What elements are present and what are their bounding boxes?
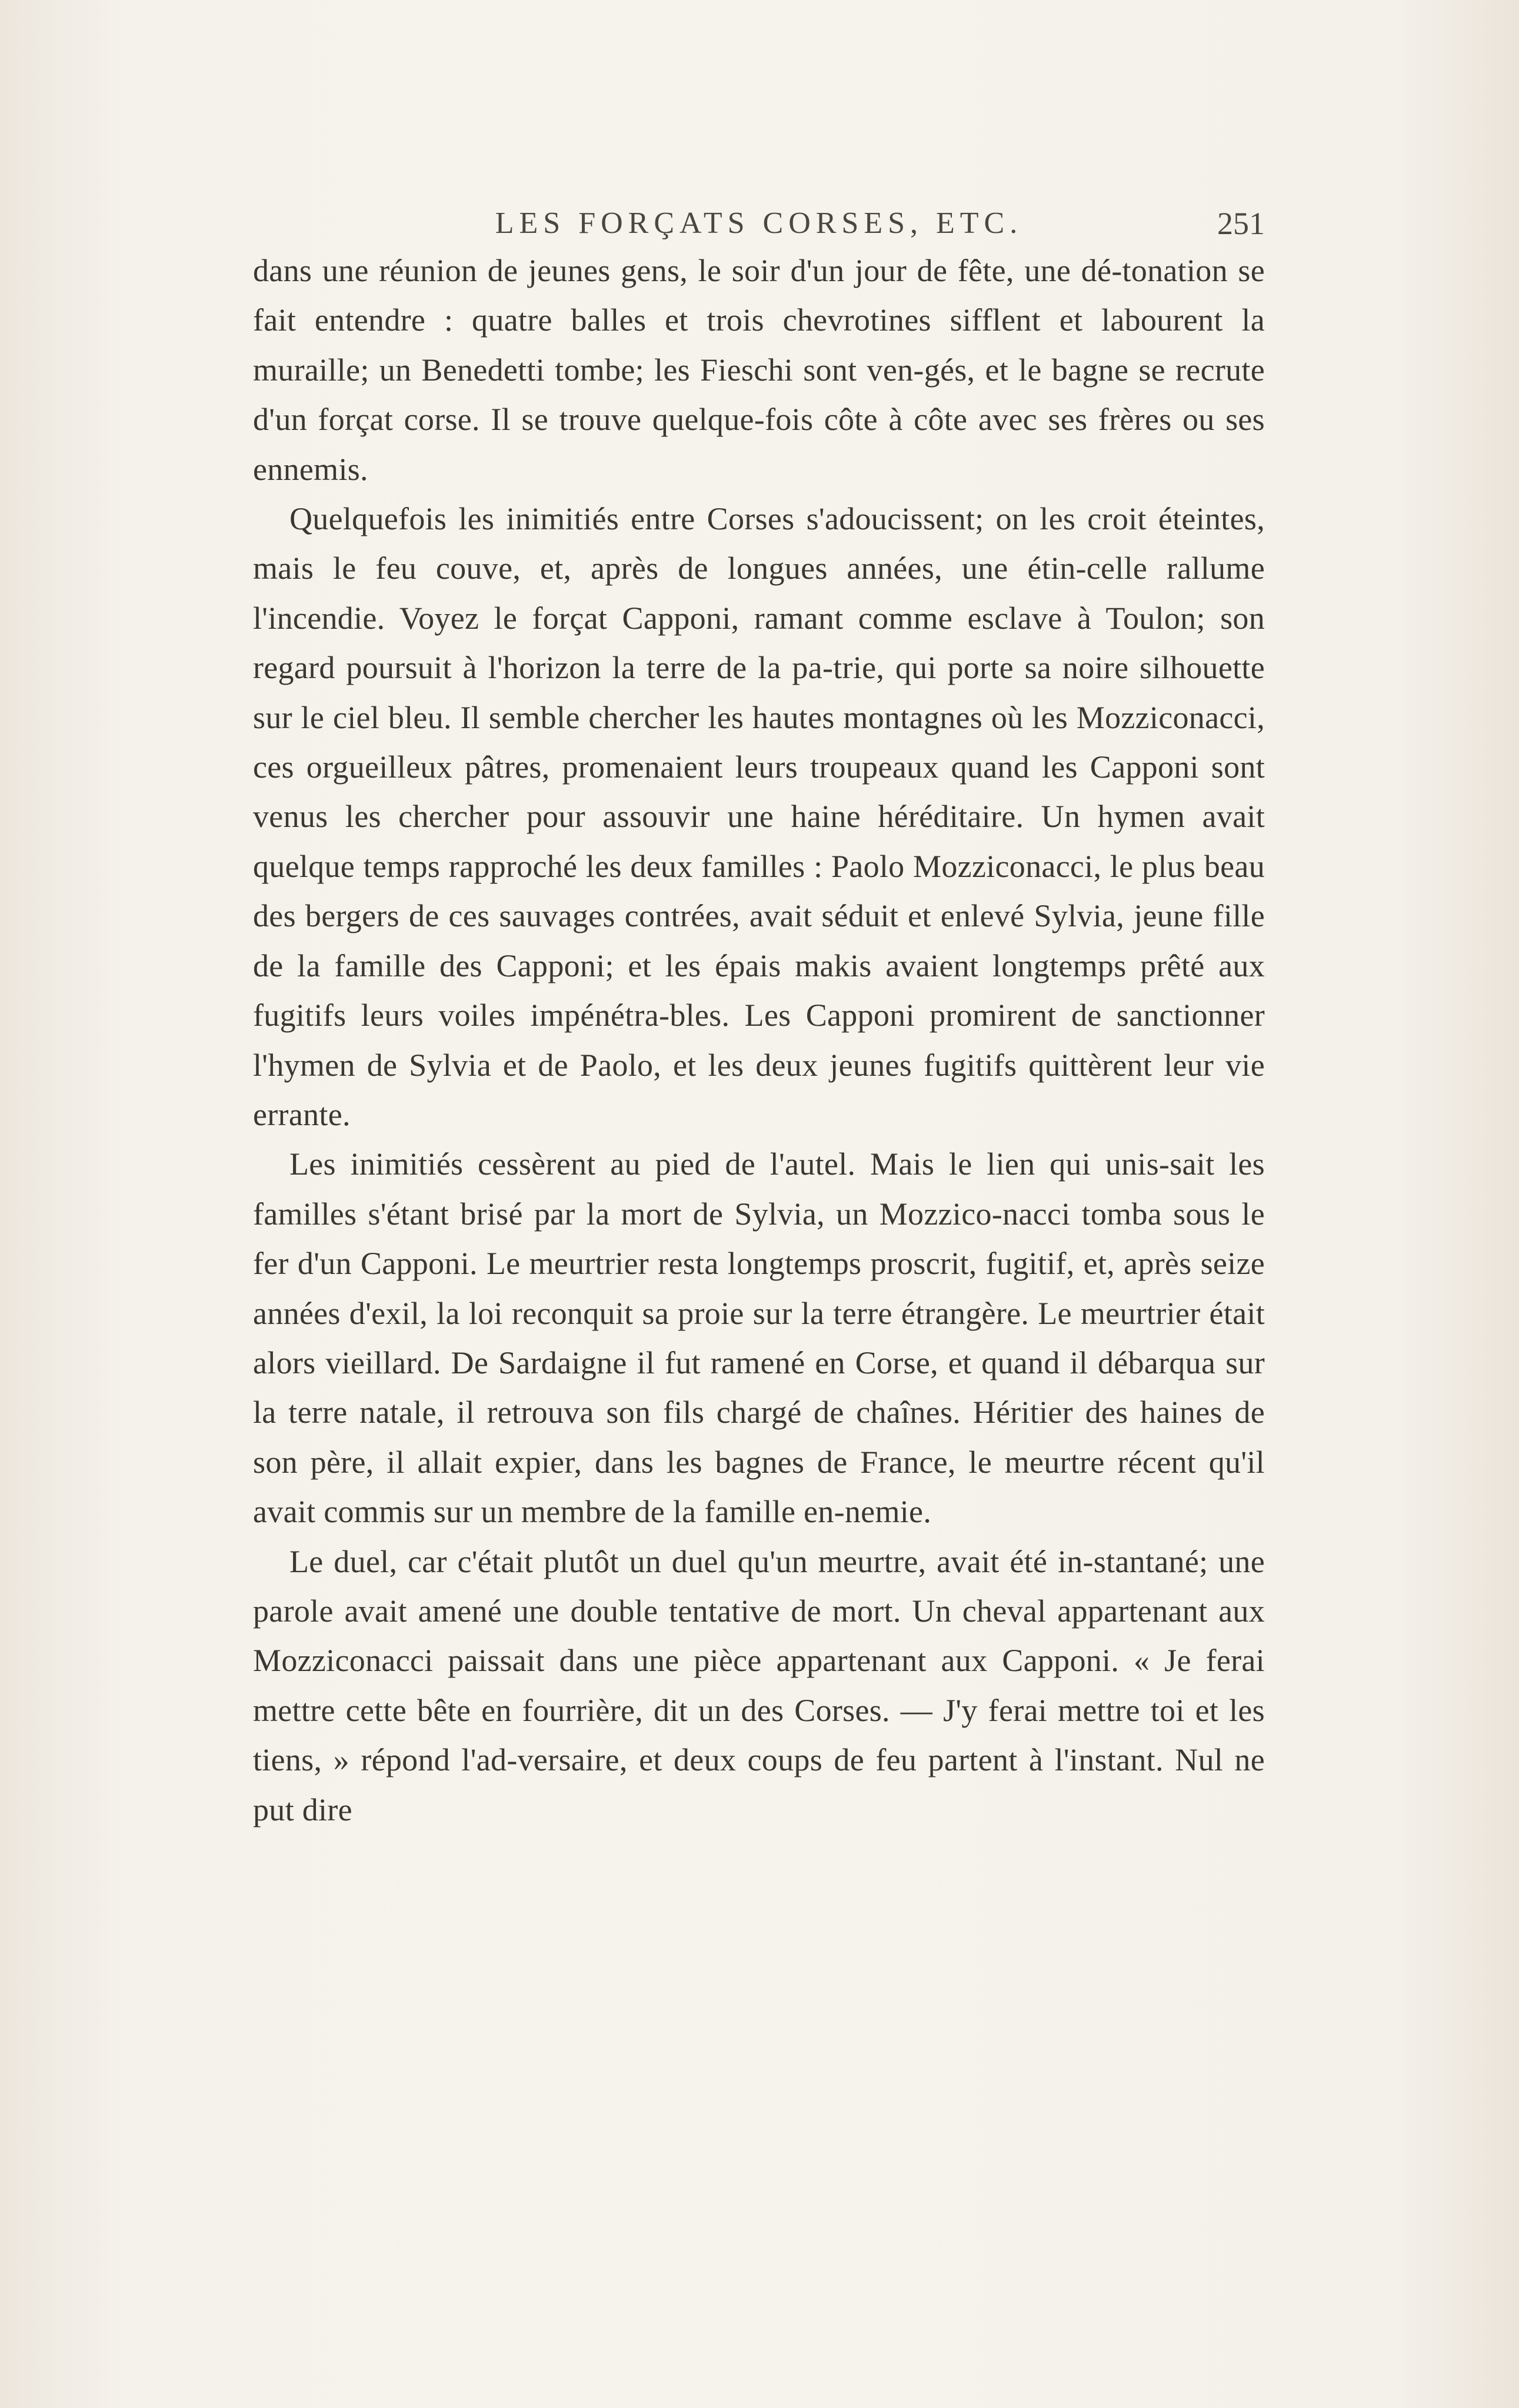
page-number: 251 bbox=[1217, 206, 1265, 241]
paragraph-3: Les inimitiés cessèrent au pied de l'autel. Mais le lien qui unis-sait les familles s'étant brisé par la mort de Sylvia, un Mozzico-nacci tomba sous le fer d'un Capponi. Le meurtrier resta longtemps proscrit, fugitif, et, après seize années d'exil, la loi reconquit sa proie sur la terre étrangère. Le meurtrier était alors vieillard. De Sardaigne il fut ramené en Corse, et quand il débarqua sur la terre natale, il retrouva son fils chargé de chaînes. Héritier des haines de son père, il allait expier, dans les bagnes de France, le meurtre récent qu'il avait commis sur un membre de la famille en-nemie. bbox=[253, 1146, 1265, 1530]
running-title: LES FORÇATS CORSES, ETC. bbox=[495, 206, 1023, 240]
running-head bbox=[253, 200, 1265, 247]
paragraph-2: Quelquefois les inimitiés entre Corses s'adoucissent; on les croit éteintes, mais le feu couve, et, après de longues années, une étin-celle rallume l'incendie. Voyez le forçat Capponi, ramant comme esclave à Toulon; son regard poursuit à l'horizon la terre de la pa-trie, qui porte sa noire silhouette sur le ciel bleu. Il semble chercher les hautes montagnes où les Mozziconacci, ces orgueilleux pâtres, promenaient leurs troupeaux quand les Capponi sont venus les chercher pour assouvir une haine héréditaire. Un hymen avait quelque temps rapproché les deux familles : Paolo Mozziconacci, le plus beau des bergers de ces sauvages contrées, avait séduit et enlevé Sylvia, jeune fille de la famille des Capponi; et les épais makis avaient longtemps prêté aux fugitifs leurs voiles impénétra-bles. Les Capponi promirent de sanctionner l'hymen de Sylvia et de Paolo, et les deux jeunes fugitifs quittèrent leur vie errante. bbox=[253, 501, 1265, 1132]
paragraph-4: Le duel, car c'était plutôt un duel qu'un meurtre, avait été in-stantané; une parole avait amené une double tentative de mort. Un cheval appartenant aux Mozziconacci paissait dans une pièce appartenant aux Capponi. « Je ferai mettre cette bête en fourrière, dit un des Corses. — J'y ferai mettre toi et les tiens, » répond l'ad-versaire, et deux coups de feu partent à l'instant. Nul ne put dire bbox=[253, 1543, 1265, 1827]
paragraph-1: dans une réunion de jeunes gens, le soir d'un jour de fête, une dé-tonation se fait entendre : quatre balles et trois chevrotines sifflent et labourent la muraille; un Benedetti tombe; les Fieschi sont ven-gés, et le bagne se recrute d'un forçat corse. Il se trouve quelque-fois côte à côte avec ses frères ou ses ennemis. bbox=[253, 253, 1265, 487]
body-text bbox=[253, 246, 1265, 1835]
